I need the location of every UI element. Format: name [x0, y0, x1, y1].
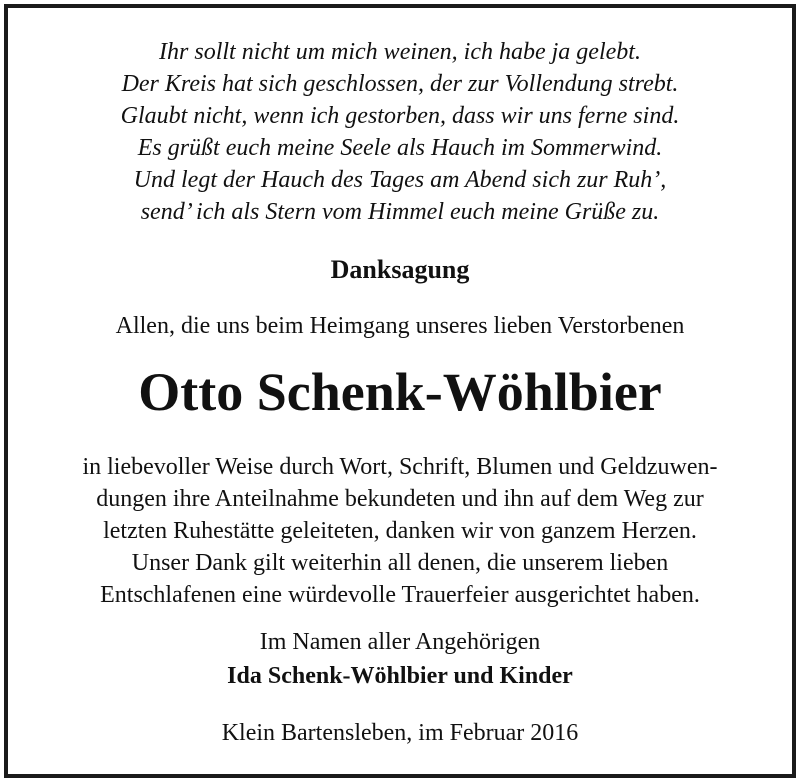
death-notice-frame: [4, 4, 796, 778]
poem-line: Glaubt nicht, wenn ich gestorben, dass wir uns ferne sind.: [120, 103, 680, 129]
paragraph-line: Unser Dank gilt weiterhin all denen, die unserem lieben: [131, 550, 669, 576]
paragraph-line: Entschlafenen eine würdevolle Trauerfeier ausgerichtet haben.: [100, 582, 700, 608]
signature-intro: Im Namen aller Angehörigen: [259, 629, 541, 655]
notice-heading: Danksagung: [330, 255, 470, 284]
intro-text: Allen, die uns beim Heimgang unseres lieben Verstorbenen: [115, 313, 685, 339]
memorial-poem: [8, 36, 792, 228]
place-and-date: Klein Bartensleben, im Februar 2016: [221, 720, 579, 746]
paragraph-line: letzten Ruhestätte geleiteten, danken wir von ganzem Herzen.: [103, 518, 697, 544]
signature-names: Ida Schenk-Wöhlbier und Kinder: [227, 663, 573, 689]
paragraph-line: dungen ihre Anteilnahme bekundeten und ihn auf dem Weg zur: [96, 486, 704, 512]
paragraph-line: in liebevoller Weise durch Wort, Schrift, Blumen und Geldzuwen-: [82, 454, 718, 480]
deceased-name: Otto Schenk-Wöhlbier: [138, 362, 662, 422]
poem-line: Es grüßt euch meine Seele als Hauch im Sommerwind.: [137, 135, 663, 161]
poem-line: Ihr sollt nicht um mich weinen, ich habe ja gelebt.: [159, 39, 641, 65]
poem-line: send’ ich als Stern vom Himmel euch meine Grüße zu.: [140, 199, 660, 225]
poem-line: Der Kreis hat sich geschlossen, der zur Vollendung strebt.: [121, 71, 679, 97]
poem-line: Und legt der Hauch des Tages am Abend sich zur Ruh’,: [133, 167, 667, 193]
thanks-paragraph: [8, 451, 792, 611]
